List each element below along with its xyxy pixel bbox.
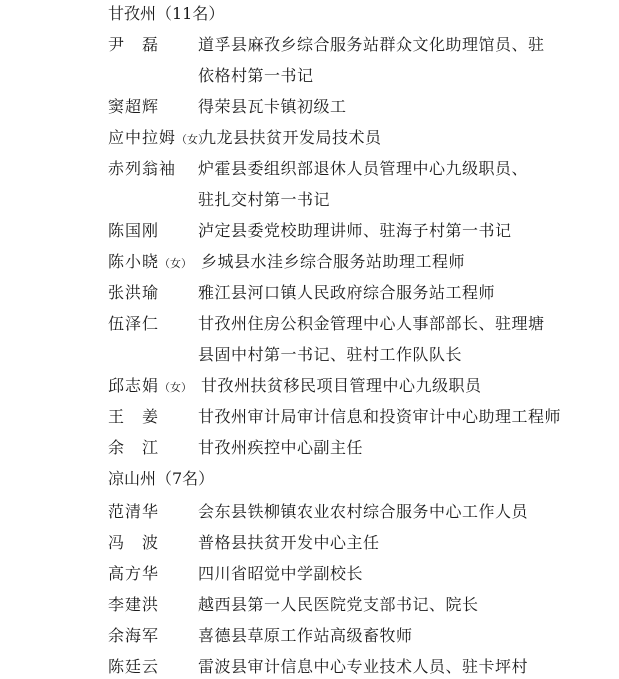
entry-desc-line: 甘孜州审计局审计信息和投资审计中心助理工程师 [198,407,562,426]
entry-name: 余海军 [108,626,160,645]
entry-name: 冯 波 [108,533,160,552]
entry-name: 陈廷云 [108,657,160,676]
entry-desc-line: 泸定县委党校助理讲师、驻海子村第一书记 [198,221,512,240]
entry-desc-line: 依格村第一书记 [198,66,314,85]
entry-desc-line: 越西县第一人民医院党支部书记、院长 [198,595,479,614]
entry-name: 高方华 [108,564,160,583]
entry-desc-line: 雅江县河口镇人民政府综合服务站工程师 [198,283,496,302]
entry-desc-line: 会东县铁柳镇农业农村综合服务中心工作人员 [198,502,529,521]
entry-name: 伍泽仁 [108,314,160,333]
entry-desc-line: 甘孜州疾控中心副主任 [198,438,364,457]
entry-desc-line: 道孚县麻孜乡综合服务站群众文化助理馆员、驻 [198,35,545,54]
entry-name: 张洪瑜 [108,283,160,302]
female-marker: （女） [159,381,193,394]
entry-desc-line: 四川省昭觉中学副校长 [198,564,364,583]
section-title: 甘孜州（11名） [108,4,225,23]
entry-name: 范清华 [108,502,160,521]
entry-desc-line: 得荣县瓦卡镇初级工 [198,97,347,116]
entry-name: 余 江 [108,438,160,457]
entry-desc-line: 炉霍县委组织部退休人员管理中心九级职员、 [198,159,529,178]
section-title: 凉山州（7名） [108,469,215,488]
entry-name: 尹 磊 [108,35,160,54]
entry-name: 赤列翁袖 [108,159,177,178]
entry-name: 邱志娟（女） [108,376,193,395]
female-marker: （女） [159,257,193,270]
entry-desc-line: 雷波县审计信息中心专业技术人员、驻卡坪村 [198,657,529,676]
entry-desc-line: 普格县扶贫开发中心主任 [198,533,380,552]
entry-name: 窦超辉 [108,97,160,116]
entry-name: 陈小晓（女） [108,252,193,271]
entry-desc-line: 九龙县扶贫开发局技术员 [200,128,382,147]
entry-desc-line: 乡城县水洼乡综合服务站助理工程师 [201,252,466,271]
entry-desc-line: 甘孜州扶贫移民项目管理中心九级职员 [201,376,482,395]
entry-name: 王 姜 [108,407,160,426]
entry-desc-line: 喜德县草原工作站高级畜牧师 [198,626,413,645]
entry-desc-line: 甘孜州住房公积金管理中心人事部部长、驻理塘 [198,314,545,333]
entry-name: 李建洪 [108,595,160,614]
entry-name: 陈国刚 [108,221,160,240]
entry-desc-line: 驻扎交村第一书记 [198,190,331,209]
female-marker: （女） [176,133,210,146]
entry-desc-line: 县固中村第一书记、驻村工作队队长 [198,345,463,364]
entry-name: 应中拉姆（女） [108,128,210,147]
